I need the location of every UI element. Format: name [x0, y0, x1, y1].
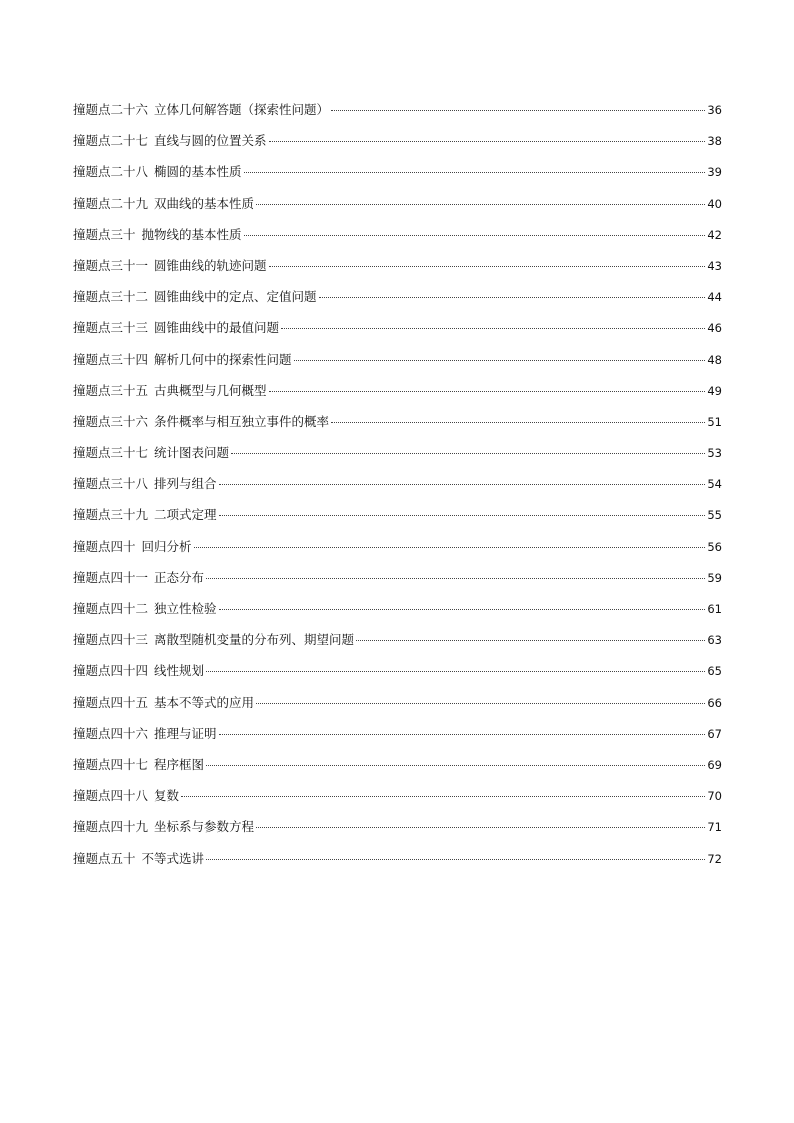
- toc-entry-code: 撞题点二十九: [73, 195, 149, 211]
- toc-entry-page-number: 65: [707, 664, 722, 679]
- toc-entry-page-number: 56: [707, 539, 722, 554]
- toc-dot-leader: [256, 702, 705, 704]
- toc-entry-label: [73, 629, 354, 651]
- toc-entry-page-number: 70: [707, 789, 722, 804]
- toc-entry-code: 撞题点三十八: [73, 476, 149, 492]
- toc-entry-page-number: 71: [707, 820, 722, 835]
- toc-entry-code: 撞题点四十三: [73, 632, 149, 648]
- toc-entry-title: 线性规划: [154, 663, 205, 679]
- toc-entry-title: 复数: [154, 788, 180, 804]
- toc-entry-title: 程序框图: [154, 756, 205, 772]
- toc-entry-title: 基本不等式的应用: [154, 694, 255, 710]
- toc-entry-page-number: 63: [707, 633, 722, 648]
- toc-entry[interactable]: [73, 380, 722, 411]
- toc-entry-label: [73, 723, 217, 745]
- toc-entry-label: [73, 224, 242, 246]
- toc-entry-label: [73, 411, 329, 433]
- toc-entry[interactable]: [73, 629, 722, 660]
- toc-entry-page-number: 43: [707, 258, 722, 273]
- toc-entry-page-number: 61: [707, 602, 722, 616]
- toc-entry-label: [73, 286, 317, 308]
- toc-dot-leader: [269, 265, 706, 267]
- toc-entry-label: [73, 785, 179, 807]
- toc-dot-leader: [219, 514, 706, 516]
- toc-entry-code: 撞题点五十: [73, 850, 136, 866]
- toc-entry-page-number: 42: [707, 227, 722, 242]
- toc-entry-title: 条件概率与相互独立事件的概率: [154, 413, 330, 429]
- toc-entry-label: [73, 255, 267, 277]
- toc-dot-leader: [206, 858, 705, 860]
- toc-entry-code: 撞题点四十七: [73, 756, 149, 772]
- toc-entry-title: 圆锥曲线中的最值问题: [154, 320, 280, 336]
- toc-entry-code: 撞题点四十二: [73, 601, 149, 616]
- toc-entry[interactable]: [73, 224, 722, 255]
- toc-entry[interactable]: [73, 161, 722, 192]
- toc-entry[interactable]: [73, 660, 722, 691]
- toc-entry-page-number: 36: [707, 103, 722, 117]
- toc-entry-code: 撞题点二十六: [73, 102, 149, 117]
- toc-entry-label: [73, 754, 204, 776]
- toc-entry[interactable]: [73, 848, 722, 879]
- toc-dot-leader: [294, 359, 706, 361]
- toc-dot-leader: [256, 203, 705, 205]
- toc-entry[interactable]: [73, 504, 722, 535]
- toc-entry-code: 撞题点四十一: [73, 569, 149, 585]
- table-of-contents: [73, 99, 722, 879]
- toc-dot-leader: [206, 764, 705, 766]
- toc-entry-title: 古典概型与几何概型: [154, 382, 267, 398]
- toc-entry-page-number: 39: [707, 165, 722, 180]
- toc-entry-code: 撞题点三十二: [73, 289, 149, 305]
- toc-entry-code: 撞题点三十七: [73, 445, 149, 461]
- toc-dot-leader: [256, 826, 705, 828]
- toc-dot-leader: [231, 452, 705, 454]
- toc-entry-code: 撞题点四十九: [73, 819, 149, 835]
- toc-dot-leader: [269, 140, 706, 142]
- toc-entry-page-number: 40: [707, 196, 722, 211]
- toc-entry-label: [73, 317, 279, 339]
- toc-entry-label: [73, 161, 242, 183]
- toc-dot-leader: [356, 639, 705, 641]
- toc-entry-code: 撞题点四十五: [73, 694, 149, 710]
- toc-entry[interactable]: [73, 411, 722, 442]
- toc-entry[interactable]: [73, 130, 722, 161]
- toc-entry[interactable]: [73, 99, 722, 130]
- toc-entry-code: 撞题点三十三: [73, 320, 149, 336]
- toc-entry[interactable]: [73, 536, 722, 567]
- toc-entry-title: 回归分析: [141, 538, 192, 554]
- toc-entry[interactable]: [73, 598, 722, 629]
- toc-entry[interactable]: [73, 255, 722, 286]
- toc-entry-code: 撞题点三十五: [73, 382, 149, 398]
- toc-entry-label: [73, 442, 229, 464]
- toc-entry[interactable]: [73, 754, 722, 785]
- toc-entry-code: 撞题点三十九: [73, 507, 149, 523]
- toc-entry-title: 椭圆的基本性质: [154, 164, 242, 180]
- toc-entry-page-number: 67: [707, 726, 722, 741]
- toc-entry[interactable]: [73, 317, 722, 348]
- toc-entry-code: 撞题点二十七: [73, 133, 149, 149]
- toc-entry-title: 解析几何中的探索性问题: [154, 351, 292, 367]
- toc-entry[interactable]: [73, 442, 722, 473]
- toc-entry-label: [73, 99, 329, 121]
- toc-entry-code: 撞题点三十六: [73, 413, 149, 429]
- toc-entry-title: 立体几何解答题（探索性问题）: [154, 102, 330, 117]
- toc-entry-label: [73, 848, 204, 870]
- toc-entry-code: 撞题点三十一: [73, 257, 149, 273]
- toc-dot-leader: [206, 670, 705, 672]
- toc-dot-leader: [206, 577, 705, 579]
- toc-dot-leader: [194, 546, 706, 548]
- toc-entry-page-number: 69: [707, 757, 722, 772]
- toc-entry-page-number: 54: [707, 477, 722, 492]
- toc-entry[interactable]: [73, 349, 722, 380]
- toc-entry-code: 撞题点三十四: [73, 351, 149, 367]
- toc-entry-title: 圆锥曲线的轨迹问题: [154, 257, 267, 273]
- toc-entry-label: [73, 536, 192, 558]
- toc-entry-title: 独立性检验: [154, 601, 217, 616]
- toc-dot-leader: [281, 327, 705, 329]
- toc-entry[interactable]: [73, 473, 722, 504]
- toc-entry-title: 正态分布: [154, 569, 205, 585]
- toc-entry-title: 二项式定理: [154, 507, 217, 523]
- toc-entry-label: [73, 567, 204, 589]
- toc-entry-title: 推理与证明: [154, 725, 217, 741]
- toc-entry-label: [73, 130, 267, 152]
- toc-entry-title: 圆锥曲线中的定点、定值问题: [154, 289, 317, 305]
- toc-entry-label: [73, 380, 267, 402]
- toc-entry-label: [73, 193, 254, 215]
- toc-entry-label: [73, 816, 254, 838]
- toc-entry-title: 排列与组合: [154, 476, 217, 492]
- toc-dot-leader: [219, 733, 706, 735]
- toc-entry-page-number: 51: [707, 414, 722, 429]
- toc-dot-leader: [331, 421, 705, 423]
- toc-dot-leader: [219, 483, 706, 485]
- toc-entry-page-number: 72: [707, 851, 722, 866]
- toc-entry-page-number: 38: [707, 134, 722, 149]
- toc-entry-code: 撞题点二十八: [73, 164, 149, 180]
- toc-entry[interactable]: [73, 723, 722, 754]
- toc-entry-page-number: 55: [707, 508, 722, 523]
- toc-dot-leader: [269, 390, 706, 392]
- toc-entry[interactable]: [73, 816, 722, 847]
- toc-entry-title: 抛物线的基本性质: [141, 226, 242, 242]
- toc-entry[interactable]: [73, 286, 722, 317]
- toc-entry-title: 双曲线的基本性质: [154, 195, 255, 211]
- toc-dot-leader: [219, 608, 706, 610]
- toc-entry-code: 撞题点四十八: [73, 788, 149, 804]
- toc-dot-leader: [181, 795, 705, 797]
- toc-entry-label: [73, 349, 292, 371]
- toc-entry-code: 撞题点三十: [73, 226, 136, 242]
- toc-entry-page-number: 49: [707, 383, 722, 398]
- toc-entry[interactable]: [73, 692, 722, 723]
- toc-entry-page-number: 48: [707, 352, 722, 367]
- toc-entry[interactable]: [73, 567, 722, 598]
- toc-entry-page-number: 66: [707, 695, 722, 710]
- toc-dot-leader: [319, 296, 706, 298]
- toc-entry-title: 坐标系与参数方程: [154, 819, 255, 835]
- toc-entry-title: 不等式选讲: [141, 850, 205, 866]
- toc-entry-title: 统计图表问题: [154, 445, 230, 461]
- toc-dot-leader: [244, 234, 706, 236]
- toc-entry-label: [73, 473, 217, 495]
- toc-entry-page-number: 46: [707, 321, 722, 336]
- toc-entry-title: 直线与圆的位置关系: [154, 133, 267, 149]
- toc-entry-label: [73, 504, 217, 526]
- toc-entry-label: [73, 598, 217, 620]
- toc-entry[interactable]: [73, 193, 722, 224]
- toc-dot-leader: [331, 109, 705, 111]
- toc-entry-code: 撞题点四十六: [73, 725, 149, 741]
- toc-entry[interactable]: [73, 785, 722, 816]
- toc-entry-page-number: 44: [707, 290, 722, 305]
- toc-entry-page-number: 59: [707, 570, 722, 585]
- toc-entry-code: 撞题点四十四: [73, 663, 149, 679]
- toc-entry-title: 离散型随机变量的分布列、期望问题: [154, 632, 355, 648]
- toc-entry-page-number: 53: [707, 446, 722, 461]
- toc-entry-label: [73, 660, 204, 682]
- toc-entry-label: [73, 692, 254, 714]
- toc-entry-code: 撞题点四十: [73, 538, 136, 554]
- toc-dot-leader: [244, 171, 706, 173]
